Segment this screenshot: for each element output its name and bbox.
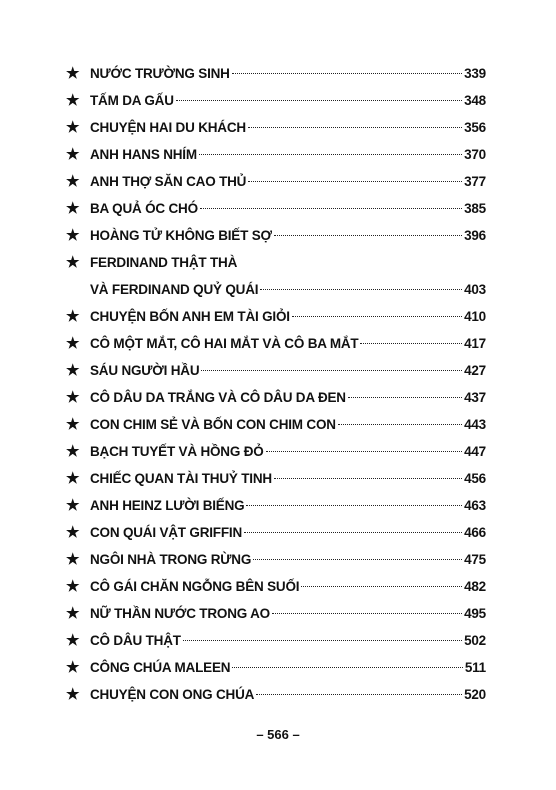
star-bullet-icon: ★	[66, 686, 80, 703]
star-bullet-icon: ★	[66, 443, 80, 460]
star-bullet-icon: ★	[66, 524, 80, 541]
toc-entry-title: CÔ GÁI CHĂN NGỖNG BÊN SUỐI	[90, 579, 300, 594]
toc-entry-page: 495	[464, 606, 486, 621]
dot-leader	[274, 478, 462, 479]
dot-leader	[176, 100, 462, 101]
star-bullet-icon: ★	[66, 632, 80, 649]
toc-entry	[66, 303, 486, 330]
toc-entry-page: 385	[464, 201, 486, 216]
page-number: – 566 –	[256, 727, 300, 742]
toc-entry-title-continued: VÀ FERDINAND QUỶ QUÁI	[90, 282, 259, 297]
toc-entry-title: TẤM DA GẤU	[90, 93, 174, 108]
dot-leader	[266, 451, 463, 452]
toc-entry	[66, 681, 486, 708]
toc-entry-page: 463	[464, 498, 486, 513]
toc-entry-title: CÔ DÂU DA TRẮNG VÀ CÔ DÂU DA ĐEN	[90, 390, 346, 405]
toc-entry-page: 396	[464, 228, 486, 243]
toc-entry	[66, 438, 486, 465]
toc-entry-page: 437	[464, 390, 486, 405]
toc-entry	[66, 249, 486, 303]
dot-leader	[183, 640, 462, 641]
toc-entry-title: CHIẾC QUAN TÀI THUỶ TINH	[90, 471, 272, 486]
toc-entry-page: 339	[464, 66, 486, 81]
toc-entry-page: 370	[464, 147, 486, 162]
toc-entry-page: 511	[464, 660, 486, 675]
toc-entry-title: ANH THỢ SĂN CAO THỦ	[90, 174, 247, 189]
toc-entry	[66, 195, 486, 222]
toc-entry-title: CON QUÁI VẬT GRIFFIN	[90, 525, 242, 540]
toc-entry	[66, 411, 486, 438]
dot-leader	[248, 181, 462, 182]
toc-entry	[66, 627, 486, 654]
toc-entry	[66, 546, 486, 573]
toc-entry-title: CHUYỆN CON ONG CHÚA	[90, 687, 255, 702]
toc-entry	[66, 168, 486, 195]
toc-entry-page: 466	[464, 525, 486, 540]
toc-entry-page: 427	[464, 363, 486, 378]
dot-leader	[272, 613, 462, 614]
toc-entry-page: 443	[464, 417, 486, 432]
toc-entry-title: CÔNG CHÚA MALEEN	[90, 660, 231, 675]
toc-entry-page: 403	[464, 282, 486, 297]
star-bullet-icon: ★	[66, 173, 80, 190]
toc-entry	[66, 141, 486, 168]
toc-entry-title: ANH HEINZ LƯỜI BIẾNG	[90, 498, 245, 513]
star-bullet-icon: ★	[66, 254, 80, 271]
toc-entry	[66, 87, 486, 114]
star-bullet-icon: ★	[66, 335, 80, 352]
star-bullet-icon: ★	[66, 92, 80, 109]
toc-entry-title: CÔ DÂU THẬT	[90, 633, 181, 648]
dot-leader	[246, 505, 462, 506]
toc-entry-title: ANH HANS NHÍM	[90, 147, 197, 162]
dot-leader	[292, 316, 462, 317]
toc-entry-title: FERDINAND THẬT THÀ	[90, 255, 238, 270]
star-bullet-icon: ★	[66, 605, 80, 622]
toc-entry-page: 410	[464, 309, 486, 324]
star-bullet-icon: ★	[66, 200, 80, 217]
dot-leader	[253, 559, 462, 560]
toc-entry-title: NỮ THẦN NƯỚC TRONG AO	[90, 606, 270, 621]
toc-entry	[66, 330, 486, 357]
toc-entry	[66, 600, 486, 627]
star-bullet-icon: ★	[66, 389, 80, 406]
toc-entry-page: 456	[464, 471, 486, 486]
toc-entry-title: CHUYỆN BỐN ANH EM TÀI GIỎI	[90, 309, 290, 324]
star-bullet-icon: ★	[66, 659, 80, 676]
dot-leader	[244, 532, 462, 533]
toc-entry	[66, 384, 486, 411]
dot-leader	[256, 694, 462, 695]
dot-leader	[348, 397, 462, 398]
star-bullet-icon: ★	[66, 308, 80, 325]
dot-leader	[360, 343, 462, 344]
dot-leader	[200, 208, 462, 209]
toc-entry	[66, 60, 486, 87]
toc-entry-title: BẠCH TUYẾT VÀ HỒNG ĐỎ	[90, 444, 264, 459]
toc-entry	[66, 357, 486, 384]
toc-entry-page: 377	[464, 174, 486, 189]
dot-leader	[274, 235, 462, 236]
dot-leader	[232, 73, 462, 74]
toc-entry-page: 447	[464, 444, 486, 459]
star-bullet-icon: ★	[66, 227, 80, 244]
dot-leader	[199, 154, 462, 155]
toc-entry-title: CÔ MỘT MẮT, CÔ HAI MẮT VÀ CÔ BA MẮT	[90, 336, 359, 351]
toc-entry-title: CHUYỆN HAI DU KHÁCH	[90, 120, 246, 135]
toc-entry-page: 502	[464, 633, 486, 648]
toc-entry-title: NƯỚC TRƯỜNG SINH	[90, 66, 230, 81]
dot-leader	[338, 424, 462, 425]
star-bullet-icon: ★	[66, 497, 80, 514]
toc-entry-page: 417	[464, 336, 486, 351]
toc-entry	[66, 222, 486, 249]
toc-entry-title: BA QUẢ ÓC CHÓ	[90, 201, 198, 216]
toc-entry	[66, 465, 486, 492]
toc-entry	[66, 519, 486, 546]
star-bullet-icon: ★	[66, 119, 80, 136]
star-bullet-icon: ★	[66, 578, 80, 595]
toc-entry-page: 482	[464, 579, 486, 594]
toc-entry	[66, 114, 486, 141]
table-of-contents	[66, 60, 486, 708]
toc-entry-page: 348	[464, 93, 486, 108]
star-bullet-icon: ★	[66, 362, 80, 379]
toc-entry-title: CON CHIM SẺ VÀ BỐN CON CHIM CON	[90, 417, 336, 432]
toc-entry	[66, 654, 486, 681]
star-bullet-icon: ★	[66, 470, 80, 487]
dot-leader	[232, 667, 463, 668]
star-bullet-icon: ★	[66, 65, 80, 82]
toc-entry	[66, 492, 486, 519]
toc-entry-page: 520	[464, 687, 486, 702]
toc-entry-title: SÁU NGƯỜI HẦU	[90, 363, 200, 378]
star-bullet-icon: ★	[66, 416, 80, 433]
star-bullet-icon: ★	[66, 146, 80, 163]
toc-entry-title: HOÀNG TỬ KHÔNG BIẾT SỢ	[90, 228, 272, 243]
dot-leader	[260, 289, 462, 290]
dot-leader	[248, 127, 462, 128]
toc-entry-page: 475	[464, 552, 486, 567]
toc-entry	[66, 573, 486, 600]
toc-entry-page: 356	[464, 120, 486, 135]
dot-leader	[301, 586, 462, 587]
star-bullet-icon: ★	[66, 551, 80, 568]
dot-leader	[201, 370, 462, 371]
toc-entry-title: NGÔI NHÀ TRONG RỪNG	[90, 552, 252, 567]
